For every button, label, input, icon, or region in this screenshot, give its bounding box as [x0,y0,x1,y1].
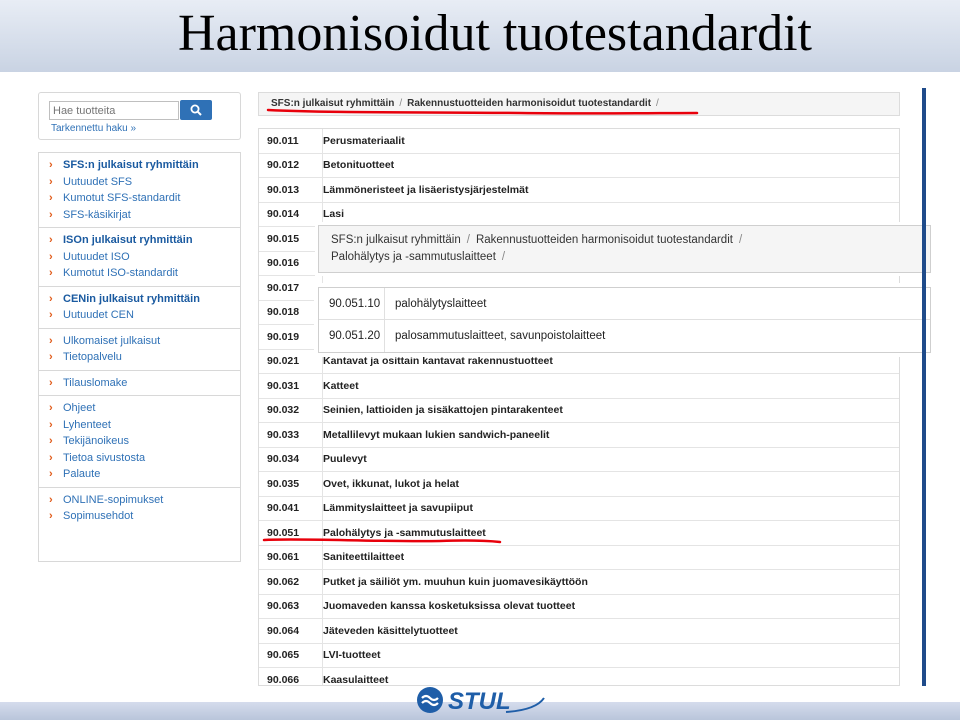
popup-subcategory-list [318,287,931,353]
row-code: 90.011 [267,134,299,147]
popup-row-name[interactable]: palosammutuslaitteet, savunpoistolaitteet [395,330,606,342]
right-accent-rule [922,88,926,686]
sidebar-item-label: Kumotut ISO-standardit [63,267,178,280]
slide-title: Harmonisoidut tuotestandardit [177,5,812,62]
row-name-link[interactable]: Palohälytys ja -sammutuslaitteet [322,521,486,545]
chevron-right-icon: › [49,376,53,389]
search-button[interactable] [180,100,212,120]
sidebar-item[interactable] [39,433,240,450]
sidebar-item[interactable] [39,265,240,282]
search-icon [190,104,202,116]
row-code: 90.064 [267,624,300,637]
popup-breadcrumb-item-fire[interactable]: Palohälytys ja -sammutuslaitteet [331,251,496,263]
chevron-right-icon: › [49,418,53,431]
sidebar-item-label: Uutuudet CEN [63,309,134,322]
chevron-right-icon: › [49,250,53,263]
table-row[interactable] [259,448,899,473]
table-row[interactable] [259,521,899,546]
row-code: 90.033 [267,428,300,441]
sidebar-item[interactable] [39,190,240,207]
sidebar-item-label: CENin julkaisut ryhmittäin [63,292,200,305]
sidebar-group [39,228,240,287]
chevron-right-icon: › [49,468,53,481]
row-code: 90.035 [267,477,300,490]
row-name-link[interactable]: Saniteettilaitteet [322,546,404,570]
chevron-right-icon: › [49,292,53,305]
breadcrumb-separator: / [466,234,470,246]
chevron-right-icon: › [49,351,53,364]
table-row[interactable] [259,570,899,595]
sidebar-item[interactable] [39,174,240,191]
chevron-right-icon: › [49,267,53,280]
row-name-link[interactable]: Jäteveden käsittelytuotteet [322,619,458,643]
row-code: 90.066 [267,673,300,686]
row-code: 90.015 [267,232,300,245]
row-code: 90.065 [267,649,300,662]
table-row[interactable] [259,497,899,522]
row-code: 90.031 [267,379,300,392]
sidebar-group [39,153,240,228]
table-row[interactable] [259,668,899,686]
sidebar-group [39,329,240,371]
row-name-link[interactable]: Puulevyt [322,448,367,472]
row-code: 90.032 [267,404,300,417]
chevron-right-icon: › [49,493,53,506]
sidebar-item-label: Tietopalvelu [63,351,122,364]
sidebar-group [39,287,240,329]
breadcrumb-separator: / [399,98,403,109]
row-code: 90.041 [267,502,300,515]
sidebar-item[interactable] [39,307,240,324]
row-name-link[interactable]: Juomaveden kanssa kosketuksissa olevat tuotteet [322,595,575,619]
stul-logo [414,684,548,716]
sidebar-item[interactable] [39,508,240,525]
row-code: 90.021 [267,355,300,368]
sidebar-item-label: Uutuudet ISO [63,250,130,263]
row-name-link[interactable]: Kantavat ja osittain kantavat rakennustuotteet [322,350,553,374]
popup-breadcrumb-item-sfs[interactable]: SFS:n julkaisut ryhmittäin [331,234,461,246]
row-code: 90.063 [267,600,300,613]
sidebar-item-label: Sopimusehdot [63,510,134,523]
row-name-link[interactable]: Lämmöneristeet ja lisäeristysjärjestelmät [322,178,528,202]
row-name-link[interactable]: Perusmateriaalit [322,129,405,153]
chevron-right-icon: › [49,192,53,205]
sidebar-nav [38,152,241,562]
row-code: 90.017 [267,281,300,294]
row-code: 90.034 [267,453,300,466]
sidebar-item-label: Tilauslomake [63,376,128,389]
table-row[interactable] [259,619,899,644]
table-row[interactable] [259,423,899,448]
chevron-right-icon: › [49,309,53,322]
sidebar-item-label: ISOn julkaisut ryhmittäin [63,234,193,247]
row-code: 90.012 [267,159,300,172]
sidebar-group [39,371,240,397]
sidebar-item[interactable] [39,417,240,434]
search-box [38,92,241,140]
row-name-link[interactable]: Putket ja säiliöt ym. muuhun kuin juomavesikäyttöön [322,570,588,594]
table-row[interactable] [259,178,899,203]
sidebar-item[interactable] [39,207,240,224]
breadcrumb-separator: / [738,234,743,246]
popup-row[interactable] [319,288,930,320]
chevron-right-icon: › [49,159,53,172]
row-code: 90.019 [267,330,300,343]
sidebar-item[interactable] [39,232,240,249]
row-code: 90.051 [267,526,300,539]
breadcrumb-separator: / [656,98,659,109]
sidebar-item-label: ONLINE-sopimukset [63,493,164,506]
sidebar-item[interactable] [39,375,240,392]
chevron-right-icon: › [49,175,53,188]
table-row[interactable] [259,129,899,154]
sidebar-item[interactable] [39,333,240,350]
row-name-link[interactable]: Ovet, ikkunat, lukot ja helat [322,472,459,496]
sidebar-group [39,488,240,529]
row-name-link[interactable]: LVI-tuotteet [322,644,381,668]
row-name-link[interactable]: Betonituotteet [322,154,394,178]
sidebar-item[interactable] [39,450,240,467]
table-row[interactable] [259,546,899,571]
table-row[interactable] [259,472,899,497]
breadcrumb-item-harmonised[interactable]: Rakennustuotteiden harmonisoidut tuotestandardit [407,98,652,109]
table-row[interactable] [259,154,899,179]
chevron-right-icon: › [49,334,53,347]
table-row[interactable] [259,203,899,228]
sidebar-item-label: Tekijänoikeus [63,435,130,448]
sidebar-item-label: SFS:n julkaisut ryhmittäin [63,159,199,172]
logo-text: STUL [448,688,511,715]
row-code: 90.013 [267,183,300,196]
sidebar-item[interactable] [39,249,240,266]
popup-row-code: 90.051.10 [319,288,385,319]
row-name-link[interactable]: Katteet [322,374,359,398]
row-code: 90.018 [267,306,300,319]
table-row[interactable] [259,595,899,620]
breadcrumb-item-sfs[interactable]: SFS:n julkaisut ryhmittäin [271,98,395,109]
sidebar-item-label: Ohjeet [63,402,96,415]
sidebar-item-label: SFS-käsikirjat [63,208,131,221]
row-code: 90.061 [267,551,300,564]
popup-breadcrumb-item-harmonised[interactable]: Rakennustuotteiden harmonisoidut tuotestandardit [475,234,733,246]
sidebar-item[interactable] [39,349,240,366]
sidebar-item-label: Uutuudet SFS [63,175,133,188]
breadcrumb [258,92,900,116]
popup-row-code: 90.051.20 [319,320,385,352]
row-name-link[interactable]: Lämmityslaitteet ja savupiiput [322,497,473,521]
row-name-link[interactable]: Kaasulaitteet [322,668,388,686]
sidebar-item[interactable] [39,492,240,509]
sidebar-item-label: Palaute [63,468,101,481]
table-row[interactable] [259,374,899,399]
table-row[interactable] [259,644,899,669]
standards-list [258,128,900,686]
row-code: 90.016 [267,257,300,270]
sidebar-item-label: Lyhenteet [63,418,111,431]
row-code: 90.062 [267,575,300,588]
sidebar-item-label: Kumotut SFS-standardit [63,192,181,205]
search-input[interactable] [49,101,179,120]
row-code: 90.014 [267,208,300,221]
popup-breadcrumb [318,225,931,273]
table-row[interactable] [259,350,899,375]
chevron-right-icon: › [49,402,53,415]
sidebar-item[interactable] [39,466,240,483]
sidebar-item[interactable] [39,400,240,417]
popup-row[interactable] [319,320,930,352]
chevron-right-icon: › [49,208,53,221]
row-name-link[interactable]: Seinien, lattioiden ja sisäkattojen pintarakenteet [322,399,563,423]
table-row[interactable] [259,399,899,424]
row-name-link[interactable]: Metallilevyt mukaan lukien sandwich-paneelit [322,423,549,447]
row-name-link[interactable]: Lasi [322,203,344,227]
sidebar-item[interactable] [39,157,240,174]
sidebar-item-label: Ulkomaiset julkaisut [63,334,161,347]
chevron-right-icon: › [49,234,53,247]
chevron-right-icon: › [49,451,53,464]
advanced-search-link[interactable]: Tarkennettu haku » [51,123,137,134]
chevron-right-icon: › [49,435,53,448]
sidebar-item[interactable] [39,291,240,308]
sidebar-item-label: Tietoa sivustosta [63,451,146,464]
sidebar-group [39,396,240,488]
popup-row-name[interactable]: palohälytyslaitteet [395,297,487,310]
chevron-right-icon: › [49,510,53,523]
breadcrumb-separator: / [501,251,506,263]
